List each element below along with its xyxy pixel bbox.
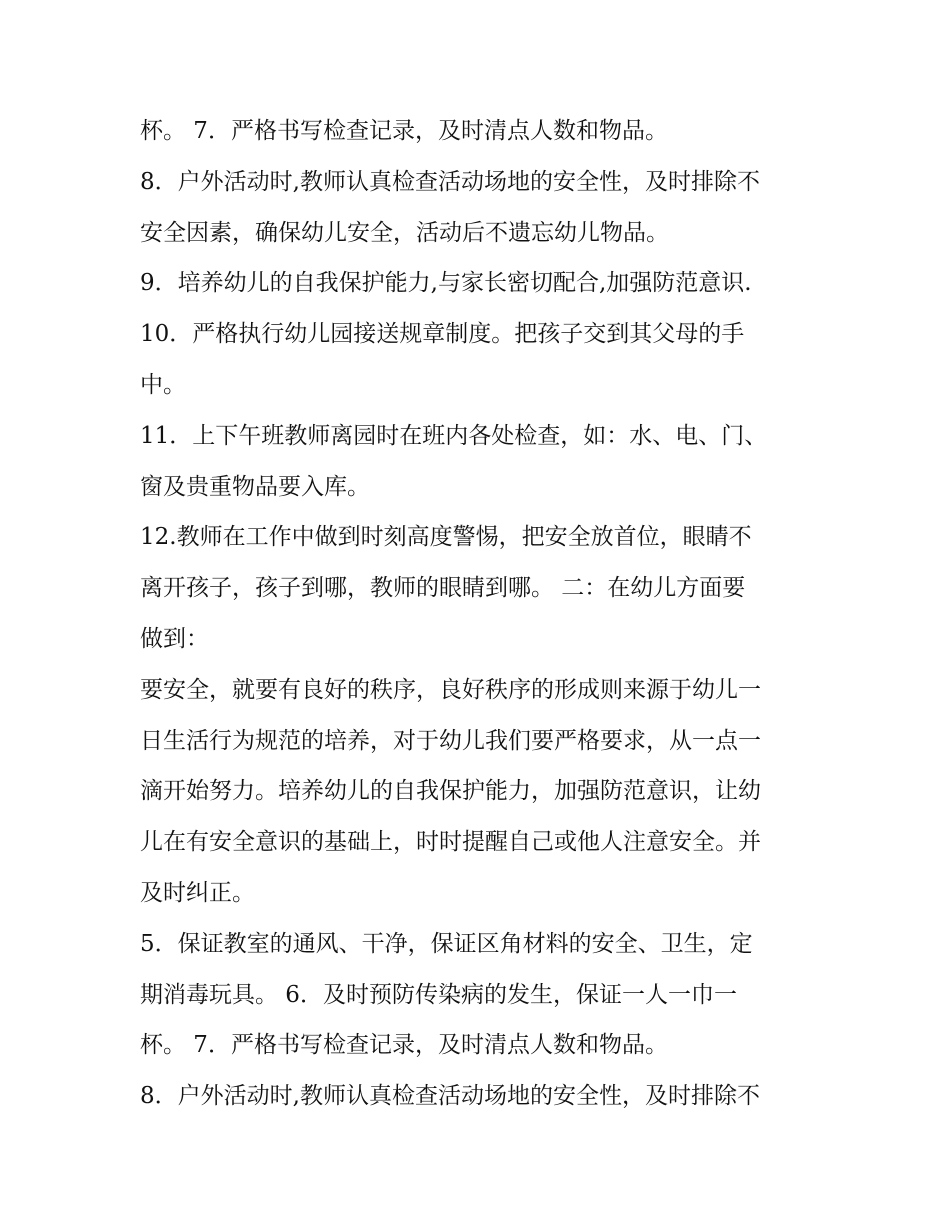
text-line: 8．户外活动时,教师认真检查活动场地的安全性，及时排除不 [140, 168, 760, 195]
text-line: 11．上下午班教师离园时在班内各处检查，如：水、电、门、 [140, 422, 768, 449]
text-line: 日生活行为规范的培养，对于幼儿我们要严格要求，从一点一 [140, 727, 761, 754]
text-line: 安全因素，确保幼儿安全，活动后不遗忘幼儿物品。 [140, 219, 669, 246]
text-line: 及时纠正。 [140, 879, 255, 906]
text-line: 做到： [140, 625, 209, 652]
text-line: 10．严格执行幼儿园接送规章制度。把孩子交到其父母的手 [140, 321, 745, 348]
document-body [140, 106, 820, 1122]
text-line: 8．户外活动时,教师认真检查活动场地的安全性，及时排除不 [140, 1083, 760, 1110]
text-line: 中。 [140, 371, 186, 398]
text-line: 窗及贵重物品要入库。 [140, 473, 370, 500]
text-line: 杯。 7．严格书写检查记录，及时清点人数和物品。 [140, 1032, 668, 1059]
text-line: 9．培养幼儿的自我保护能力,与家长密切配合,加强防范意识. [140, 270, 752, 297]
text-line: 离开孩子，孩子到哪，教师的眼睛到哪。 二：在幼儿方面要 [140, 575, 746, 602]
text-line: 儿在有安全意识的基础上，时时提醒自己或他人注意安全。并 [140, 829, 761, 856]
text-line: 12.教师在工作中做到时刻高度警惕，把安全放首位，眼睛不 [140, 524, 752, 551]
text-line: 要安全，就要有良好的秩序，良好秩序的形成则来源于幼儿一 [140, 676, 761, 703]
text-line: 滴开始努力。培养幼儿的自我保护能力，加强防范意识，让幼 [140, 778, 761, 805]
text-line: 杯。 7．严格书写检查记录，及时清点人数和物品。 [140, 118, 668, 144]
text-line: 期消毒玩具。 6．及时预防传染病的发生，保证一人一巾一 [140, 981, 737, 1008]
text-line: 5．保证教室的通风、干净，保证区角材料的安全、卫生，定 [140, 930, 753, 957]
